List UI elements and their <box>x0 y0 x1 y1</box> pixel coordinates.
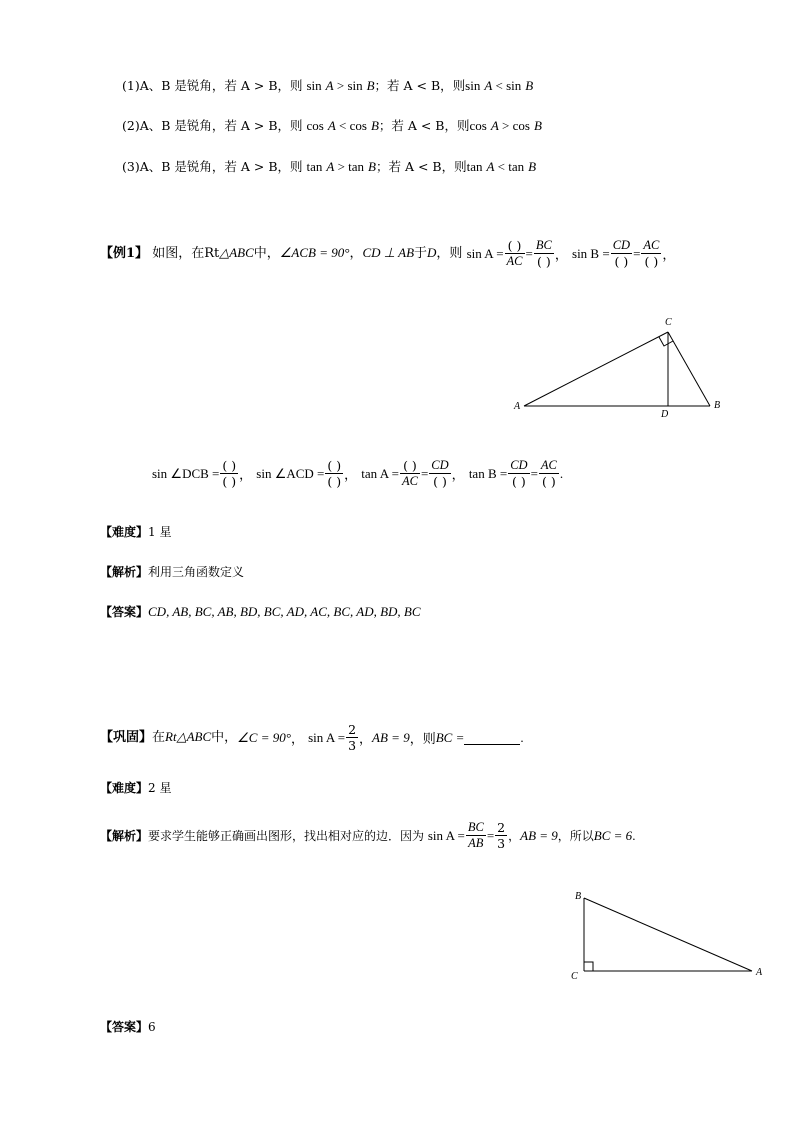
blank: ( ) <box>400 458 420 474</box>
blank: ( ) <box>505 238 525 254</box>
sinACD-label: sin ∠ACD = <box>256 465 325 481</box>
property-text: ；若 A < B，则 <box>374 78 466 93</box>
analysis-text: 利用三角函数定义 <box>148 565 245 579</box>
analysis-text: 要求学生能够正确画出图形，找出相对应的边．因为 <box>148 829 425 843</box>
bc-label: BC = <box>435 729 465 745</box>
question-text: ，则 <box>409 732 436 747</box>
example-text: ， <box>349 246 363 261</box>
angle-expr: ∠ACB = 90° <box>279 245 350 260</box>
numerator: AC <box>540 458 557 472</box>
func: cos <box>512 118 530 133</box>
var: B <box>368 159 376 174</box>
answer-tag: 【答案】 <box>100 1020 149 1034</box>
numerator: CD <box>431 458 449 472</box>
op: < <box>335 118 350 133</box>
var: B <box>533 118 542 133</box>
label-b: B <box>714 400 721 411</box>
var: B <box>366 78 375 93</box>
consolidate-question: 【巩固】在Rt△ABC中，∠C = 90°， sin A = $\frac{2}{3}$ ，AB = 9，则BC = . <box>100 722 524 753</box>
tanB-label: tan B = <box>468 465 508 481</box>
sinB-label: sin B = <box>572 245 610 261</box>
var: A <box>327 118 336 133</box>
label-a: A <box>756 967 763 978</box>
func: sin <box>465 78 481 93</box>
label-c: C <box>665 317 672 328</box>
func: cos <box>349 118 367 133</box>
difficulty-value: 2 星 <box>148 781 172 795</box>
func: sin <box>347 78 363 93</box>
property-text: (1)A、B 是锐角，若 A > B，则 <box>122 78 303 93</box>
op: > <box>334 159 349 174</box>
blank: ( ) <box>222 474 237 489</box>
property-text: ；若 A < B，则 <box>378 118 470 133</box>
answer-tag: 【答案】 <box>100 605 149 619</box>
func: tan <box>348 159 365 174</box>
numerator: BC <box>535 238 552 252</box>
sinA-label: sin A = <box>427 827 465 843</box>
blank: ( ) <box>327 474 342 489</box>
blank: ( ) <box>537 254 551 269</box>
answer-value: CD, AB, BC, AB, BD, BC, AD, AC, BC, AD, BD, BC <box>148 604 421 619</box>
example-text: 如图，在Rt <box>152 246 220 261</box>
comma: ， <box>239 468 253 483</box>
difficulty-tag: 【难度】 <box>100 525 149 539</box>
label-c: C <box>571 971 578 982</box>
var: B <box>525 78 534 93</box>
angle-expr: ∠C = 90° <box>237 729 291 745</box>
denominator: 3 <box>497 836 506 851</box>
var: B <box>528 159 537 174</box>
perp-expr: CD ⊥ AB <box>362 245 415 260</box>
func: tan <box>508 159 525 174</box>
var: B <box>370 118 379 133</box>
analysis-tag: 【解析】 <box>100 829 149 843</box>
var: A <box>484 78 493 93</box>
blank: ( ) <box>614 254 629 269</box>
func: tan <box>466 159 483 174</box>
numerator: 2 <box>348 722 357 737</box>
difficulty-value: 1 星 <box>148 525 172 539</box>
numerator: 2 <box>497 820 506 835</box>
comma: ， <box>451 468 465 483</box>
func: sin <box>306 78 322 93</box>
sinDCB-label: sin ∠DCB = <box>152 465 220 481</box>
tanA-label: tan A = <box>361 465 399 481</box>
numerator: BC <box>467 820 484 834</box>
property-text: (3)A、B 是锐角，若 A > B，则 <box>122 159 303 174</box>
example-text: 于 <box>414 246 428 261</box>
func: cos <box>306 118 324 133</box>
var: A <box>486 159 495 174</box>
point-d: D <box>427 245 437 260</box>
example-text: 中， <box>253 246 280 261</box>
question-text: 中， <box>211 730 238 745</box>
blank: ( ) <box>512 474 526 489</box>
answer-value: 6 <box>148 1020 156 1034</box>
triangle-label: Rt△ABC <box>165 729 212 744</box>
example-tag: 【例1】 <box>100 246 149 261</box>
op: < <box>492 78 507 93</box>
numerator: AC <box>643 238 660 252</box>
op: < <box>494 159 509 174</box>
blank: ( ) <box>433 474 447 489</box>
op: > <box>333 78 348 93</box>
comma: ， <box>344 468 358 483</box>
consolidate-analysis: 【解析】要求学生能够正确画出图形，找出相对应的边．因为 sin A = $\frac{BC}{AB}$ = $\frac{2}{3}$ ，AB = 9，所以BC = 6. <box>100 820 636 851</box>
analysis-text: ，所以 <box>557 829 594 843</box>
example1-line2: sin ∠DCB = $\frac{( )}{( )}$ ， sin ∠ACD = $\frac{( )}{( )}$ ， tan A = $\frac{( )}{AC}$ = $\frac{CD}{( )}$ ， tan B = $\frac{CD}{( )}$ = $\frac{AC}{( )}$ . <box>152 458 564 489</box>
func: cos <box>469 118 487 133</box>
op: > <box>498 118 513 133</box>
question-text: 在 <box>152 730 166 745</box>
denominator: AC <box>401 474 418 488</box>
numerator: CD <box>510 458 528 472</box>
func: sin <box>506 78 522 93</box>
ab-expr: AB = 9 <box>372 729 410 745</box>
blank: ( ) <box>542 474 556 489</box>
difficulty-tag: 【难度】 <box>100 781 149 795</box>
example-text: ，则 <box>436 246 463 261</box>
blank: ( ) <box>327 458 342 473</box>
segment-ba <box>584 898 752 971</box>
analysis-tag: 【解析】 <box>100 565 149 579</box>
property-text: (2)A、B 是锐角，若 A > B，则 <box>122 118 303 133</box>
blank: ( ) <box>222 458 237 473</box>
label-d: D <box>661 409 669 420</box>
example1-line1: 【例1】 如图，在Rt△ABC中，∠ACB = 90°，CD ⊥ AB于D，则 sin A = $\frac{( )}{AC}$ = $\frac{BC}{( )}$ ， sin B = $\frac{CD}{( )}$ = $\frac{AC}{( )}$ ， <box>100 238 676 269</box>
func: tan <box>306 159 323 174</box>
denominator: 3 <box>348 738 357 753</box>
var: A <box>325 78 334 93</box>
denominator: AC <box>506 254 523 268</box>
consolidate-tag: 【巩固】 <box>100 730 153 745</box>
var: A <box>490 118 499 133</box>
consolidate-answer <box>100 1018 156 1035</box>
result-expr: BC = 6 <box>593 827 633 843</box>
sinA-label: sin A = <box>308 729 346 745</box>
label-a: A <box>514 401 521 412</box>
period: . <box>559 465 564 481</box>
var: A <box>326 159 335 174</box>
numerator: CD <box>612 238 631 252</box>
ab-expr: AB = 9 <box>520 827 558 843</box>
label-b: B <box>575 891 582 902</box>
blank: ( ) <box>644 254 659 269</box>
sinA-label: sin A = <box>466 245 504 261</box>
denominator: AB <box>468 836 484 850</box>
triangle-label: △ABC <box>219 245 254 260</box>
period: . <box>520 729 524 745</box>
right-angle-mark <box>584 962 593 971</box>
property-text: ；若 A < B，则 <box>375 159 467 174</box>
